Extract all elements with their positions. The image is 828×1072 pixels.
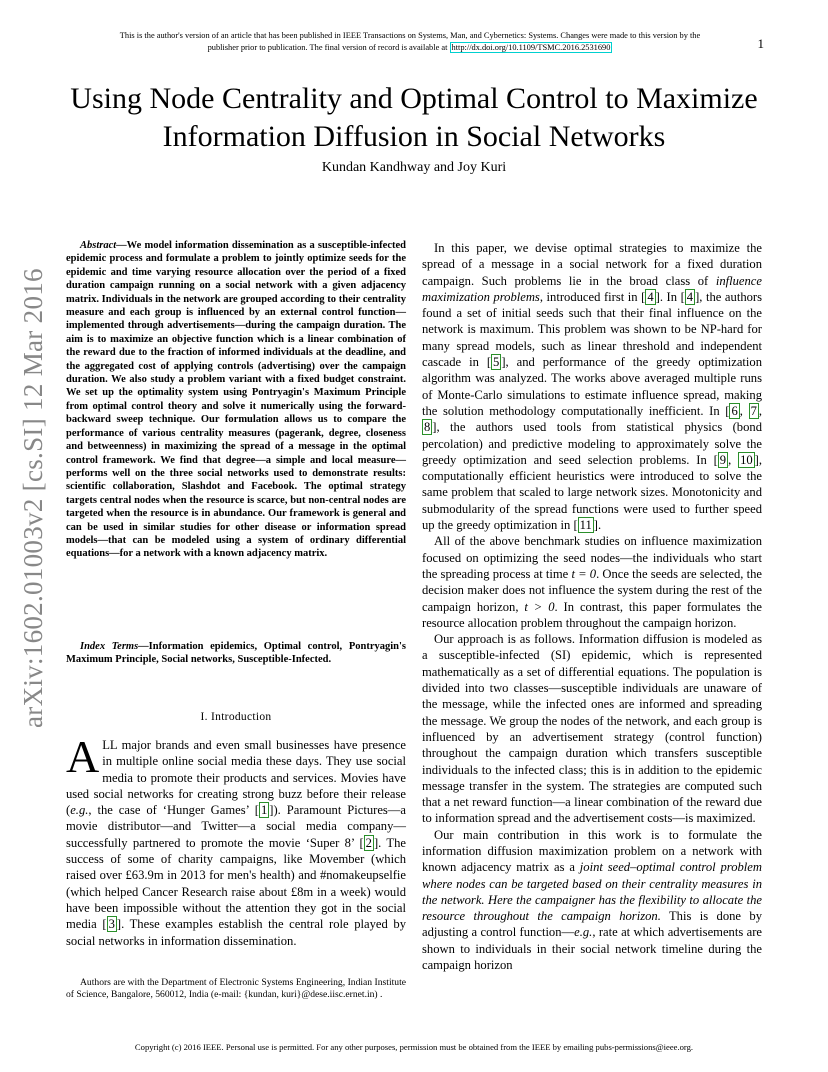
citation-link[interactable]: 3 bbox=[108, 917, 115, 932]
text: . Once the seeds are selected, the decision maker does not influence the system during the rest of the campaign horizon, bbox=[422, 566, 762, 614]
emphasis: joint seed–optimal control problem where nodes can be targeted based on their centrality measures in the network. Here the campaigner has the flexibility to allocate the resource throughout the campaign horizon. bbox=[422, 860, 762, 924]
paragraph: Our approach is as follows. Information diffusion is modeled as a susceptible-infected (SI) epidemic, which is represented mathematically as a set of differential equations. The population is divided into two classes—susceptible individuals are unaware of the message, while the infected ones are informed and spreading the message. We group the nodes of the network, and each group is influenced by an advertisement strategy (control function) throughout the campaign duration which transfers susceptible individuals to the infected class; this is in addition to the epidemic message transfer in the system. The strategies are computed such that a net reward function—a linear combination of the reward due to information spread and the advertisement costs—is maximized. bbox=[422, 632, 762, 826]
text: ]. In [ bbox=[655, 289, 685, 304]
intro-text: , the case of ‘Hunger Games’ [ bbox=[88, 803, 259, 818]
copyright-footer: Copyright (c) 2016 IEEE. Personal use is permitted. For any other purposes, permission must be obtained from the IEEE by emailing pubs-permissions@ieee.org. bbox=[134, 1042, 694, 1052]
text: All of the above benchmark studies on influence maximization focused on optimizing the seed nodes—the individuals who start the spreading process at time bbox=[422, 534, 762, 581]
paragraph: In this paper, we devise optimal strategies to maximize the spread of a message in a social network for a fixed duration campaign. Such problems lie in the broad class of influence maximization problems, introduced first in [ 4 ]. In [ 4 ], the authors found a set of initial seeds such that their final influence on the network is maximum. This problem was shown to be NP-hard for many spread models, such as linear threshold and independent cascade in [ 5 ], and performance of the greedy optimization algorithm was analyzed. The works above averaged multiple runs of Monte-Carlo simulations to estimate influence spread, making the solution methodology computationally inefficient. In [ 6 , 7 , 8 ], the authors used tools from statistical physics (bond percolation) and predictive modeling to approximately solve the greedy optimization and seed selection problems. In [ 9 , 10 ], computationally efficient heuristics were introduced to solve the same problem that scaled to large network sizes. Monotonicity and submodularity of the spread functions were used to further speed up the greedy optimization in [ 11 ]. bbox=[422, 241, 763, 533]
introduction-paragraph bbox=[66, 731, 407, 949]
citation-link[interactable]: 2 bbox=[365, 835, 372, 850]
citation-link[interactable]: 8 bbox=[424, 420, 431, 435]
intro-text: ]. These examples establish the central role played by social networks in information dissemination. bbox=[66, 917, 407, 948]
math-inline: t = 0 bbox=[571, 566, 597, 581]
text: Our main contribution in this work is to formulate the information diffusion maximization problem on a network with known adjacency matrix as a bbox=[422, 827, 762, 875]
header-line1: This is the author's version of an article that has been published in IEEE Transactions on Systems, Man, and Cybernetics: Systems. Changes were made to this version by the bbox=[119, 31, 701, 40]
citation-link[interactable]: 4 bbox=[647, 289, 654, 304]
footnote-text: Authors are with the Department of Electronic Systems Engineering, Indian Institute of Science, Bangalore, 560012, India (e-mail: {kundan, kuri}@dese.iisc.ernet.in) . bbox=[66, 977, 406, 1001]
index-terms bbox=[66, 640, 406, 667]
section-heading-introduction: I. Introduction bbox=[200, 711, 272, 723]
text: , introduced first in [ bbox=[539, 289, 646, 304]
index-terms-text: —Information epidemics, Optimal control, Pontryagin's Maximum Principle, Social networks, Susceptible-Infected. bbox=[66, 641, 406, 666]
abstract-text: —We model information dissemination as a susceptible-infected epidemic process and formulate a problem to jointly optimize seeds for the epidemic and time varying resource allocation over the period of a fixed duration campaign running on a social network with a given adjacency matrix. Individuals in the network are grouped according to their centrality measure and each group is influenced by an external control function—implemented through advertisements—during the campaign duration. The aim is to maximize an objective function which is a linear combination of the reward due to the fraction of informed individuals at the deadline, and the aggregated cost of applying controls (advertising) over the campaign duration. We also study a problem variant with a fixed budget constraint. We set up the optimality system using Pontryagin's Maximum Principle from optimal control theory and solve it numerically using the forward-backward sweep technique. Our formulation allows us to compare the performance of various centrality measures (pagerank, degree, closeness and betweenness) in maximizing the spread of a message in the optimal control framework. We find that degree—a simple and local measure—performs well on the three social networks used to demonstrate results: scientific collaboration, Slashdot and Facebook. The optimal strategy targets central nodes when the resource is scarce, but non-central nodes are targeted when the resource is in abundance. Our framework is general and can be used in similar studies for other disease or information spread models—that can be modeled using a system of ordinary differential equations—for a network with a known adjacency matrix. bbox=[66, 240, 406, 560]
citation-link[interactable]: 10 bbox=[740, 452, 753, 467]
intro-text: major brands and even small businesses have presence in multiple online social media these days. They use social media to promote their products and services. Movies have used social networks for creating strong buzz before their release ( bbox=[66, 738, 406, 818]
text: In this paper, we devise optimal strategies to maximize the spread of a message in a social network for a fixed duration campaign. Such problems lie in the broad class of bbox=[422, 241, 762, 288]
emphasis: e.g. bbox=[574, 925, 593, 940]
text: , rate at which advertisements are shown to individuals in their social network timeline during the campaign horizon bbox=[422, 925, 762, 973]
doi-link[interactable]: http://dx.doi.org/10.1109/TSMC.2016.2531690 bbox=[451, 42, 611, 52]
header-line2: publisher prior to publication. The final version of record is available at bbox=[207, 42, 450, 52]
paragraph bbox=[422, 533, 762, 631]
drop-cap: A bbox=[66, 731, 100, 782]
citation-link[interactable]: 1 bbox=[261, 803, 268, 818]
author-footnote bbox=[66, 977, 406, 1002]
paper-authors: Kundan Kandhway and Joy Kuri bbox=[321, 160, 507, 175]
abstract bbox=[66, 239, 406, 561]
abstract-label: Abstract bbox=[80, 240, 117, 251]
intro-eg: e.g. bbox=[70, 803, 89, 818]
index-terms-label: Index Terms bbox=[80, 641, 139, 652]
citation-link[interactable]: 6 bbox=[731, 403, 738, 418]
text: This is done by adjusting a control function— bbox=[422, 909, 762, 940]
intro-text: ]. The success of some of charity campaigns, like Movember (which raised over £63.9m in 2013 for men's health) and #nomakeupselfie (which helped Cancer Research raise about £8m in a week) would have been impossible without the attention they got in the social media [ bbox=[66, 835, 406, 932]
text: ]. bbox=[593, 518, 602, 533]
arxiv-stamp: arXiv:1602.01003v2 [cs.SI] 12 Mar 2016 bbox=[18, 268, 48, 728]
citation-link[interactable]: 5 bbox=[493, 355, 500, 370]
citation-link[interactable]: 7 bbox=[750, 403, 757, 418]
citation-link[interactable]: 9 bbox=[719, 452, 727, 467]
citation-link[interactable]: 4 bbox=[686, 289, 694, 304]
text: ], computationally efficient heuristics were introduced to solve the same problem that scaled to large network sizes. Monotonicity and submodularity of the spread functions were used to further speed up the greedy optimization in [ bbox=[422, 452, 762, 533]
math-inline: t > 0 bbox=[524, 599, 555, 614]
intro-first-word: LL bbox=[102, 738, 118, 752]
intro-text: ]). Paramount Pictures—a movie distributor—and Twitter—a social media company—successfully partnered to promote the movie ‘Super 8’ [ bbox=[66, 803, 406, 850]
right-column-text bbox=[422, 240, 762, 973]
journal-notice-header bbox=[60, 30, 760, 53]
emphasis: influence maximization problems bbox=[422, 273, 762, 304]
paragraph bbox=[422, 827, 762, 974]
text: ], the authors found a set of initial seeds such that their final influence on the network is maximum. This problem was shown to be NP-hard for many spread models, such as linear threshold and independent cascade in [ bbox=[422, 289, 763, 370]
citation-link[interactable]: 11 bbox=[579, 518, 592, 533]
text: ], and performance of the greedy optimization algorithm was analyzed. The works above averaged multiple runs of Monte-Carlo simulations to estimate influence spread, making the solution methodology computationally inefficient. In [ bbox=[422, 355, 763, 418]
paper-title: Using Node Centrality and Optimal Control to Maximize Information Diffusion in Social Networks bbox=[70, 82, 758, 153]
text: . In contrast, this paper formulates the resource allocation problem throughout the campaign horizon. bbox=[422, 599, 762, 630]
text: ], the authors used tools from statistical physics (bond percolation) and predictive modeling to approximately solve the greedy optimization and seed selection problems. In [ bbox=[422, 420, 762, 467]
page-number: 1 bbox=[757, 36, 764, 51]
